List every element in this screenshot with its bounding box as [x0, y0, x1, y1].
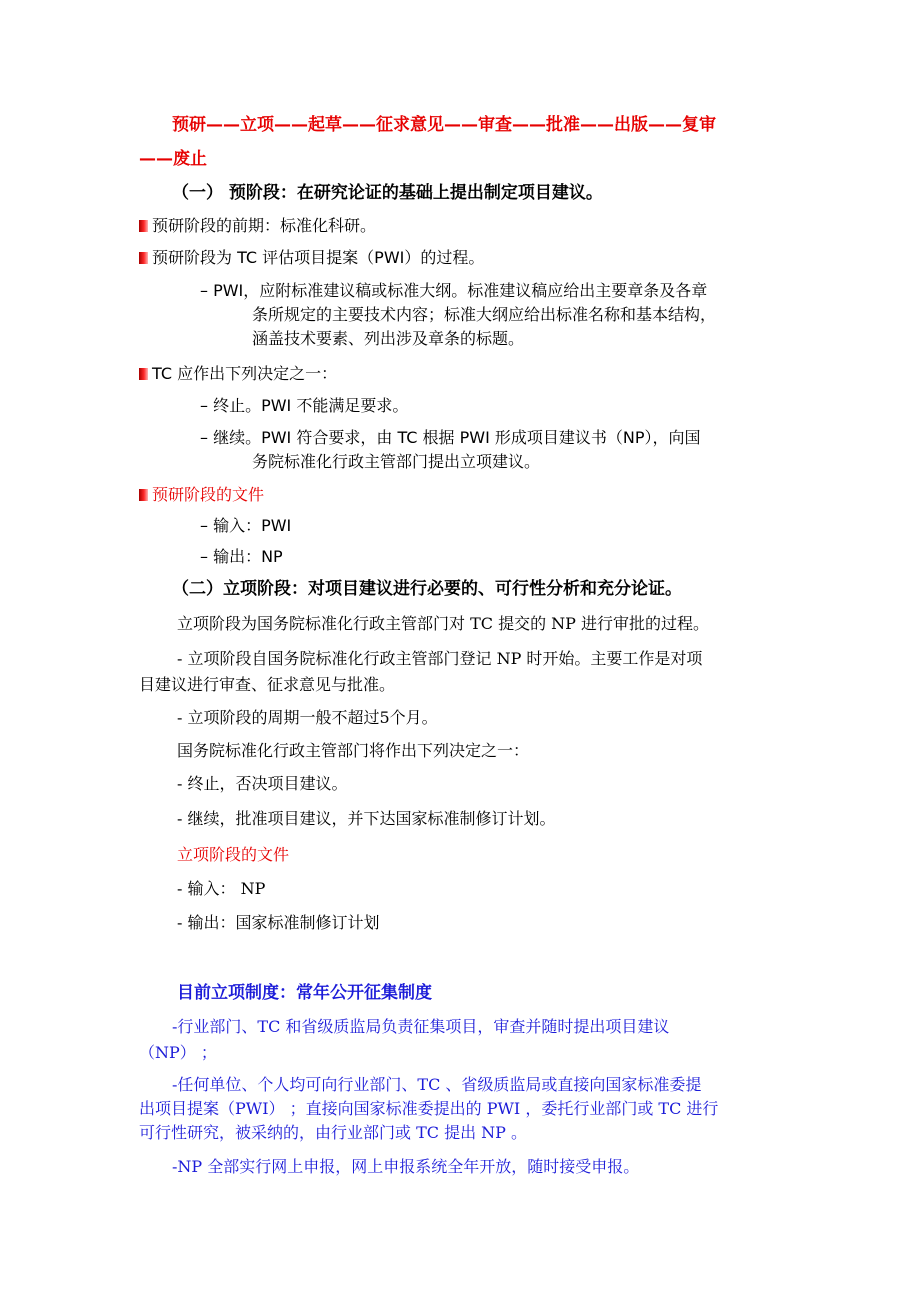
system-para-2-line-3: 可行性研究，被采纳的，由行业部门或 TC 提出 NP 。	[139, 1123, 528, 1142]
project-stage-para-2-line-2: 目建议进行审查、征求意见与批准。	[139, 675, 396, 694]
system-para-3: -NP 全部实行网上申报，网上申报系统全年开放，随时接受申报。	[172, 1157, 640, 1176]
decision-continue-line-2: 务院标准化行政主管部门提出立项建议。	[252, 452, 541, 471]
bullet-text: 预研阶段为 TC 评估项目提案（PWI）的过程。	[152, 248, 485, 267]
system-para-2-line-2: 出项目提案（PWI） ；直接向国家标准委提出的 PWI ，委托行业部门或 TC 进行	[139, 1099, 719, 1118]
prestudy-doc-input: – 输入：PWI	[200, 516, 292, 535]
project-doc-input: - 输入： NP	[177, 879, 266, 898]
section1-heading: （一） 预阶段：在研究论证的基础上提出制定项目建议。	[172, 183, 603, 203]
project-docs-title: 立项阶段的文件	[177, 845, 290, 864]
red-square-bullet-icon	[139, 489, 148, 501]
prestudy-doc-output: – 输出：NP	[200, 547, 283, 566]
project-stage-para-5: - 终止，否决项目建议。	[177, 774, 348, 793]
bullet-text: 预研阶段的文件	[152, 485, 265, 504]
decision-continue-line-1: – 继续。PWI 符合要求，由 TC 根据 PWI 形成项目建议书（NP），向国	[200, 428, 701, 447]
project-stage-para-1: 立项阶段为国务院标准化行政主管部门对 TC 提交的 NP 进行审批的过程。	[177, 614, 710, 633]
system-para-1-line-2: （NP） ；	[139, 1043, 217, 1062]
process-flow-line-2: ——废止	[139, 149, 207, 169]
pwi-description-line-3: 涵盖技术要素、列出涉及章条的标题。	[252, 329, 525, 348]
pwi-description-line-2: 条所规定的主要技术内容；标准大纲应给出标准名称和基本结构，	[252, 305, 717, 324]
bullet-item-tc-decision	[139, 362, 337, 386]
process-flow-line-1: 预研——立项——起草——征求意见——审查——批准——出版——复审	[172, 115, 716, 135]
bullet-text: TC 应作出下列决定之一：	[152, 364, 338, 383]
project-stage-para-2-line-1: - 立项阶段自国务院标准化行政主管部门登记 NP 时开始。主要工作是对项	[177, 649, 703, 668]
pwi-description-line-1: – PWI，应附标准建议稿或标准大纲。标准建议稿应给出主要章条及各章	[200, 281, 708, 300]
project-stage-para-6: - 继续，批准项目建议，并下达国家标准制修订计划。	[177, 809, 556, 828]
bullet-text: 预研阶段的前期：标准化科研。	[152, 216, 377, 235]
project-stage-para-3: - 立项阶段的周期一般不超过5个月。	[177, 708, 438, 727]
red-square-bullet-icon	[139, 220, 148, 232]
system-para-2-line-1: -任何单位、个人均可向行业部门、TC 、省级质监局或直接向国家标准委提	[172, 1075, 702, 1094]
bullet-item-prestudy-early	[139, 214, 376, 238]
red-square-bullet-icon	[139, 252, 148, 264]
section3-heading: 目前立项制度：常年公开征集制度	[177, 983, 432, 1003]
red-square-bullet-icon	[139, 368, 148, 380]
prestudy-docs-title	[139, 483, 264, 507]
decision-terminate: – 终止。PWI 不能满足要求。	[200, 396, 409, 415]
bullet-item-prestudy-pwi	[139, 246, 484, 270]
system-para-1-line-1: -行业部门、TC 和省级质监局负责征集项目，审查并随时提出项目建议	[172, 1017, 670, 1036]
section2-heading: （二）立项阶段：对项目建议进行必要的、可行性分析和充分论证。	[172, 579, 682, 599]
project-stage-para-4: 国务院标准化行政主管部门将作出下列决定之一：	[177, 741, 530, 760]
project-doc-output: - 输出：国家标准制修订计划	[177, 913, 380, 932]
